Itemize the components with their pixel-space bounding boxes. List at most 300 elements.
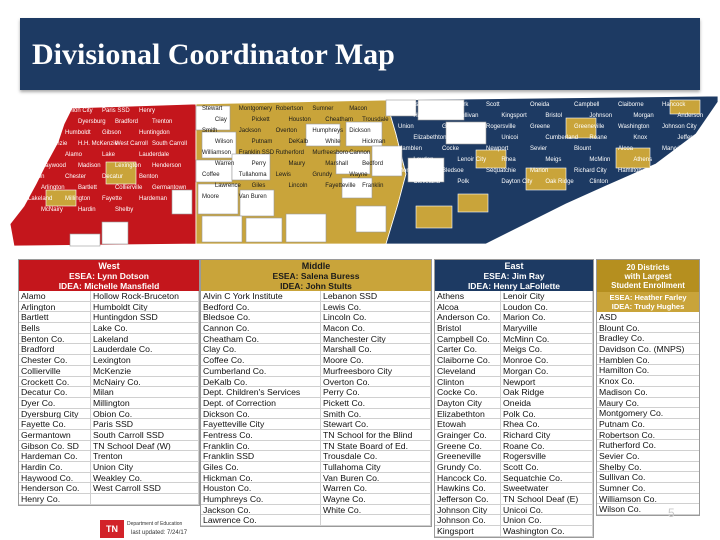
department-text: Department of Education <box>127 521 183 527</box>
map-label: Coffee <box>202 172 220 178</box>
map-label: Sequatchie <box>486 168 517 174</box>
district-cell: Montgomery Co. <box>597 408 699 419</box>
district-cell: McMinn Co. <box>501 334 593 345</box>
district-cell: Jackson Co. <box>201 505 321 516</box>
map-label: Unicoi <box>501 135 519 141</box>
district-cell: Fayette Co. <box>19 419 91 430</box>
map-label: Grainger <box>442 124 466 130</box>
east-table <box>434 259 594 538</box>
map-label: Sevier <box>530 146 548 152</box>
east-district-list <box>435 291 593 537</box>
district-cell: Anderson Co. <box>435 312 501 323</box>
district-cell: Henry Co. <box>19 494 91 505</box>
district-cell: Bledsoe Co. <box>201 312 321 323</box>
district-cell: Campbell Co. <box>435 334 501 345</box>
map-label: Richard City <box>574 168 607 174</box>
east-idea-row <box>435 281 593 291</box>
district-cell: Cumberland Co. <box>201 366 321 377</box>
district-cell: Alamo <box>19 291 91 302</box>
map-label: Union <box>398 124 414 130</box>
top20-table <box>596 259 700 516</box>
map-label: Tullahoma <box>238 172 267 178</box>
district-cell: South Carroll SSD <box>91 430 199 441</box>
district-cell: Carter Co. <box>435 344 501 355</box>
map-label: Alcoa <box>618 146 634 152</box>
district-cell: Lawrence Co. <box>201 515 321 526</box>
west-region-name: West <box>98 261 120 271</box>
map-label: Moore <box>202 194 220 200</box>
district-cell: DeKalb Co. <box>201 377 321 388</box>
top20-district-list <box>597 312 699 515</box>
district-cell: Lake Co. <box>91 323 199 334</box>
map-label: Shelby <box>114 207 134 213</box>
last-updated: last updated: 7/24/17 <box>131 530 188 536</box>
map-label: Hancock <box>662 102 686 108</box>
district-cell: Meigs Co. <box>501 344 593 355</box>
district-cell: West Carroll SSD <box>91 483 199 494</box>
district-cell: Claiborne Co. <box>435 355 501 366</box>
map-label: Greene <box>530 124 551 130</box>
district-cell: Jefferson Co. <box>435 494 501 505</box>
map-label: Decatur <box>102 174 124 180</box>
map-label: Benton <box>139 174 159 180</box>
district-cell: Johnson Co. <box>435 515 501 526</box>
district-cell: Humboldt City <box>91 302 199 313</box>
county-shape <box>202 216 242 242</box>
map-label: Polk <box>457 179 470 185</box>
map-label: Lawrence <box>214 183 241 189</box>
county-shape <box>70 234 100 246</box>
map-label: White <box>325 139 341 145</box>
west-esea: ESEA: Lynn Dotson <box>69 271 149 281</box>
map-label: Newport <box>486 146 509 152</box>
county-shape <box>416 206 452 228</box>
map-label: Wayne <box>349 172 368 178</box>
district-cell: Knox Co. <box>597 376 699 387</box>
district-cell: Fentress Co. <box>201 430 321 441</box>
map-label: Rutherford <box>275 150 304 156</box>
map-label: Germantown <box>151 185 187 191</box>
map-label: Campbell <box>574 102 600 108</box>
map-label: Franklin <box>362 183 384 189</box>
map-label: Fentress <box>398 102 422 108</box>
middle-idea: IDEA: John Stults <box>280 281 352 291</box>
map-label: Cheatham <box>325 117 353 123</box>
district-cell: McNairy Co. <box>91 377 199 388</box>
map-label: Giles <box>251 183 266 189</box>
district-cell: ASD <box>597 312 699 323</box>
county-shape <box>356 206 386 232</box>
district-cell: Washington Co. <box>501 526 593 537</box>
district-cell: Greene Co. <box>435 441 501 452</box>
top20-header <box>597 260 699 292</box>
map-label: Johnson City <box>662 124 697 130</box>
district-cell: Sweetwater <box>501 483 593 494</box>
map-label: Cocke <box>442 146 460 152</box>
map-label: Milan <box>28 130 43 136</box>
district-cell: Franklin SSD <box>201 451 321 462</box>
district-cell: Bradford <box>19 344 91 355</box>
map-label: Cumberland <box>545 135 579 141</box>
district-cell: TN School Deaf (W) <box>91 441 199 452</box>
district-cell: Houston Co. <box>201 483 321 494</box>
district-cell: Trousdale Co. <box>321 451 431 462</box>
district-cell: Davidson Co. (MNPS) <box>597 344 699 355</box>
district-cell: Unicoi Co. <box>501 505 593 516</box>
district-cell: Hawkins Co. <box>435 483 501 494</box>
district-cell: Warren Co. <box>321 483 431 494</box>
map-label: Lexington <box>114 163 141 169</box>
district-cell: Scott Co. <box>501 462 593 473</box>
middle-region-name: Middle <box>301 261 331 271</box>
map-label: Dayton City <box>501 179 533 185</box>
map-label: Madison <box>77 163 101 169</box>
middle-table <box>200 259 432 527</box>
district-cell: Newport <box>501 377 593 388</box>
district-cell: Etowah <box>435 419 501 430</box>
county-shape <box>458 194 488 212</box>
map-label: Lincoln <box>288 183 308 189</box>
map-label: Crockett <box>28 152 51 158</box>
map-label: Bledsoe <box>442 168 464 174</box>
county-shape <box>102 222 128 244</box>
tn-logo: TN <box>100 520 124 538</box>
map-label: Humphreys <box>312 128 344 134</box>
district-cell: Madison Co. <box>597 387 699 398</box>
district-cell: Haywood Co. <box>19 473 91 484</box>
page-number: 5 <box>668 506 675 520</box>
district-cell: Cheatham Co. <box>201 334 321 345</box>
district-cell: Millington <box>91 398 199 409</box>
map-label: Rogersville <box>486 124 516 130</box>
map-label: Washington <box>618 124 650 130</box>
district-cell: Cannon Co. <box>201 323 321 334</box>
district-cell: Crockett Co. <box>19 377 91 388</box>
middle-header <box>201 260 431 281</box>
map-label: Clinton <box>589 179 609 185</box>
district-cell: Trenton <box>91 451 199 462</box>
map-label: Putnam <box>251 139 273 145</box>
district-cell: Robertson Co. <box>597 430 699 441</box>
map-label: Jefferson <box>677 135 702 141</box>
map-label: Dickson <box>349 128 371 134</box>
map-label: Warren <box>214 161 235 167</box>
map-label: Claiborne <box>618 102 644 108</box>
district-cell: Polk Co. <box>501 409 593 420</box>
map-label: Chester <box>65 174 87 180</box>
map-label: Bristol <box>545 113 563 119</box>
district-cell: Sumner Co. <box>597 483 699 494</box>
map-label: Clay <box>214 117 227 123</box>
district-cell: Gibson Co. SD <box>19 441 91 452</box>
district-cell: McKenzie <box>91 366 199 377</box>
map-label: Dyer <box>40 119 54 125</box>
district-cell: Arlington <box>19 302 91 313</box>
map-label: Hawkins <box>413 113 437 119</box>
map-label: Sumner <box>312 106 334 112</box>
district-cell: Decatur Co. <box>19 387 91 398</box>
map-label: Van Buren <box>238 194 267 200</box>
map-label: Loudon <box>413 157 434 163</box>
district-cell <box>321 515 431 526</box>
map-label: Humboldt <box>65 130 91 136</box>
top20-esea: ESEA: Heather Farley <box>609 293 687 302</box>
map-label: Bradley <box>662 168 683 174</box>
map-label: Perry <box>251 161 267 167</box>
map-label: Morgan <box>633 113 654 119</box>
map-label: Robertson <box>275 106 304 112</box>
map-label: Paris SSD <box>102 108 130 114</box>
map-label: Smith <box>202 128 218 134</box>
district-cell: Hollow Rock-Bruceton <box>91 291 199 302</box>
district-cell: Maury Co. <box>597 398 699 409</box>
district-cell: Clay Co. <box>201 344 321 355</box>
map-label: Meigs <box>545 157 562 163</box>
map-label: Pickett <box>251 117 270 123</box>
map-label: Knox <box>633 135 648 141</box>
map-label: Cleveland <box>413 179 441 185</box>
district-cell: Dept. of Correction <box>201 398 321 409</box>
district-cell: Humphreys Co. <box>201 494 321 505</box>
slide-title: Divisional Coordinator Map <box>32 38 395 71</box>
map-label: DeKalb <box>288 139 309 145</box>
map-label: Cannon <box>349 150 371 156</box>
map-label: Murfreesboro <box>312 150 349 156</box>
top20-title-3: Student Enrollment <box>611 281 685 290</box>
district-cell: Wilson Co. <box>597 504 699 515</box>
map-label: Bradford <box>114 119 138 125</box>
west-idea-row <box>19 281 199 291</box>
district-cell: Sevier Co. <box>597 451 699 462</box>
map-label: Henry <box>139 108 156 114</box>
map-label: Oneida <box>530 102 550 108</box>
county-shape <box>286 214 326 242</box>
district-cell: Huntingdon SSD <box>91 312 199 323</box>
district-cell: Loudon Co. <box>501 302 593 313</box>
district-cell: Rhea Co. <box>501 419 593 430</box>
district-cell: Johnson City <box>435 505 501 516</box>
map-label: Lake <box>102 152 116 158</box>
district-cell: Franklin Co. <box>201 441 321 452</box>
district-cell: Hamilton Co. <box>597 365 699 376</box>
map-label: Jackson <box>238 128 261 134</box>
map-label: Lakeland <box>28 196 53 202</box>
district-cell: Maryville <box>501 323 593 334</box>
district-cell: White Co. <box>321 505 431 516</box>
top20-coordinators <box>597 292 699 312</box>
map-label: South Carroll <box>151 141 187 147</box>
district-cell: Putnam Co. <box>597 419 699 430</box>
map-label: Stewart <box>202 106 223 112</box>
map-label: McKenzie <box>40 141 68 147</box>
map-label: Hardin <box>77 207 96 213</box>
district-cell: Hancock Co. <box>435 473 501 484</box>
east-idea: IDEA: Henry LaFollette <box>467 281 561 291</box>
district-cell: Rutherford Co. <box>597 440 699 451</box>
map-label: Hickman <box>362 139 386 145</box>
map-label: Hamilton <box>618 168 642 174</box>
district-cell: Clinton <box>435 377 501 388</box>
west-header <box>19 260 199 281</box>
map-label: Alvin York <box>442 102 469 108</box>
district-cell: Richard City <box>501 430 593 441</box>
map-label: Marshall <box>325 161 348 167</box>
top20-title-2: with Largest <box>624 272 672 281</box>
district-cell: Giles Co. <box>201 462 321 473</box>
district-cell <box>91 494 199 505</box>
district-cell: Macon Co. <box>321 323 431 334</box>
map-label: Wilson <box>214 139 233 145</box>
tennessee-district-map <box>6 94 718 258</box>
map-label: Lauderdale <box>139 152 170 158</box>
map-label: Houston <box>288 117 311 123</box>
map-label: Collierville <box>114 185 143 191</box>
map-label: Fayette <box>102 196 123 202</box>
district-cell: Alvin C York Institute <box>201 291 321 302</box>
title-bar <box>20 18 700 90</box>
district-cell: Murfreesboro City <box>321 366 431 377</box>
district-cell: Lexington <box>91 355 199 366</box>
county-shape <box>246 218 282 242</box>
map-label: Alamo <box>65 152 83 158</box>
district-cell: Henderson Co. <box>19 483 91 494</box>
map-label: Henderson <box>151 163 182 169</box>
district-cell: Wayne Co. <box>321 494 431 505</box>
district-cell: Elizabethton <box>435 409 501 420</box>
map-label: Maryville <box>662 146 686 152</box>
middle-esea: ESEA: Salena Buress <box>272 271 360 281</box>
district-cell: Dyer Co. <box>19 398 91 409</box>
county-shape <box>172 190 192 214</box>
district-cell: Athens <box>435 291 501 302</box>
map-label: Hamblen <box>398 146 423 152</box>
district-cell: Dyersburg City <box>19 409 91 420</box>
map-label: Bartlett <box>77 185 97 191</box>
map-label: Anderson <box>677 113 704 119</box>
map-label: Williamson <box>202 150 232 156</box>
district-cell: Benton Co. <box>19 334 91 345</box>
map-label: Greeneville <box>574 124 605 130</box>
district-cell: Overton Co. <box>321 377 431 388</box>
district-cell: Hickman Co. <box>201 473 321 484</box>
district-cell: Perry Co. <box>321 387 431 398</box>
district-cell: Shelby Co. <box>597 462 699 473</box>
map-label: Huntingdon <box>139 130 170 136</box>
map-label: Grundy <box>312 172 333 178</box>
district-cell: Rogersville <box>501 451 593 462</box>
map-label: Trousdale <box>362 117 389 123</box>
map-label: Arlington <box>40 185 65 191</box>
district-cell: Stewart Co. <box>321 419 431 430</box>
district-cell: Cocke Co. <box>435 387 501 398</box>
map-label: Tipton <box>28 174 45 180</box>
district-cell: Morgan Co. <box>501 366 593 377</box>
district-cell: Dickson Co. <box>201 409 321 420</box>
district-cell: Bedford Co. <box>201 302 321 313</box>
map-label: Montgomery <box>238 106 273 112</box>
east-esea: ESEA: Jim Ray <box>483 271 545 281</box>
map-label: Carter <box>457 135 475 141</box>
map-label: Fayetteville <box>325 183 356 189</box>
map-label: Rhea <box>501 157 516 163</box>
district-cell: Tullahoma City <box>321 462 431 473</box>
map-label: Marion <box>530 168 549 174</box>
top20-idea: IDEA: Trudy Hughes <box>611 302 685 311</box>
map-label: West Carroll <box>114 141 148 147</box>
district-cell: Bells <box>19 323 91 334</box>
district-cell: Hardin Co. <box>19 462 91 473</box>
district-cell: TN School for the Blind <box>321 430 431 441</box>
district-cell: Paris SSD <box>91 419 199 430</box>
map-label: Millington <box>65 196 91 202</box>
district-cell: Cleveland <box>435 366 501 377</box>
map-label: Obion <box>28 108 45 114</box>
map-label: McNairy <box>40 207 63 213</box>
map-label: Gibson <box>102 130 122 136</box>
district-cell: Greeneville <box>435 451 501 462</box>
district-cell: Dayton City <box>435 398 501 409</box>
district-cell: TN State Board of Ed. <box>321 441 431 452</box>
district-cell: Pickett Co. <box>321 398 431 409</box>
map-label: Haywood <box>40 163 66 169</box>
west-district-list <box>19 291 199 505</box>
district-cell: Moore Co. <box>321 355 431 366</box>
district-cell: Hardeman Co. <box>19 451 91 462</box>
map-label: McMinn <box>589 157 611 163</box>
district-cell: Sequatchie Co. <box>501 473 593 484</box>
map-label: Monroe <box>398 168 419 174</box>
district-cell: Grundy Co. <box>435 462 501 473</box>
map-label: Franklin SSD <box>238 150 275 156</box>
map-label: Dyersburg <box>77 119 106 125</box>
district-cell: Bristol <box>435 323 501 334</box>
district-cell: Obion Co. <box>91 409 199 420</box>
middle-district-list <box>201 291 431 526</box>
east-header <box>435 260 593 281</box>
district-cell: Union City <box>91 462 199 473</box>
middle-idea-row <box>201 281 431 291</box>
district-cell: Coffee Co. <box>201 355 321 366</box>
district-cell: Blount Co. <box>597 323 699 334</box>
map-label: Kingsport <box>501 113 527 119</box>
map-label: Elizabethton <box>413 135 447 141</box>
map-label: Macon <box>349 106 368 112</box>
district-cell: Chester Co. <box>19 355 91 366</box>
west-idea: IDEA: Michelle Mansfield <box>58 281 160 291</box>
map-label: Oak Ridge <box>545 179 574 185</box>
district-cell: Collierville <box>19 366 91 377</box>
district-cell: Williamson Co. <box>597 494 699 505</box>
district-cell: Lakeland <box>91 334 199 345</box>
district-cell: Bartlett <box>19 312 91 323</box>
district-cell: Lincoln Co. <box>321 312 431 323</box>
district-cell: Dept. Children's Services <box>201 387 321 398</box>
district-cell: Germantown <box>19 430 91 441</box>
map-label: Johnson <box>589 113 613 119</box>
district-cell: Sullivan Co. <box>597 472 699 483</box>
coordinator-tables <box>18 259 700 538</box>
district-cell: Weakley Co. <box>91 473 199 484</box>
district-cell: Hamblen Co. <box>597 355 699 366</box>
east-region-name: East <box>504 261 524 271</box>
map-label: Trenton <box>151 119 173 125</box>
district-cell: Marion Co. <box>501 312 593 323</box>
district-cell: TN School Deaf (E) <box>501 494 593 505</box>
map-label: Etowah <box>677 157 698 163</box>
district-cell: Van Buren Co. <box>321 473 431 484</box>
map-label: Lenoir City <box>457 157 487 163</box>
top20-title-1: 20 Districts <box>626 263 670 272</box>
